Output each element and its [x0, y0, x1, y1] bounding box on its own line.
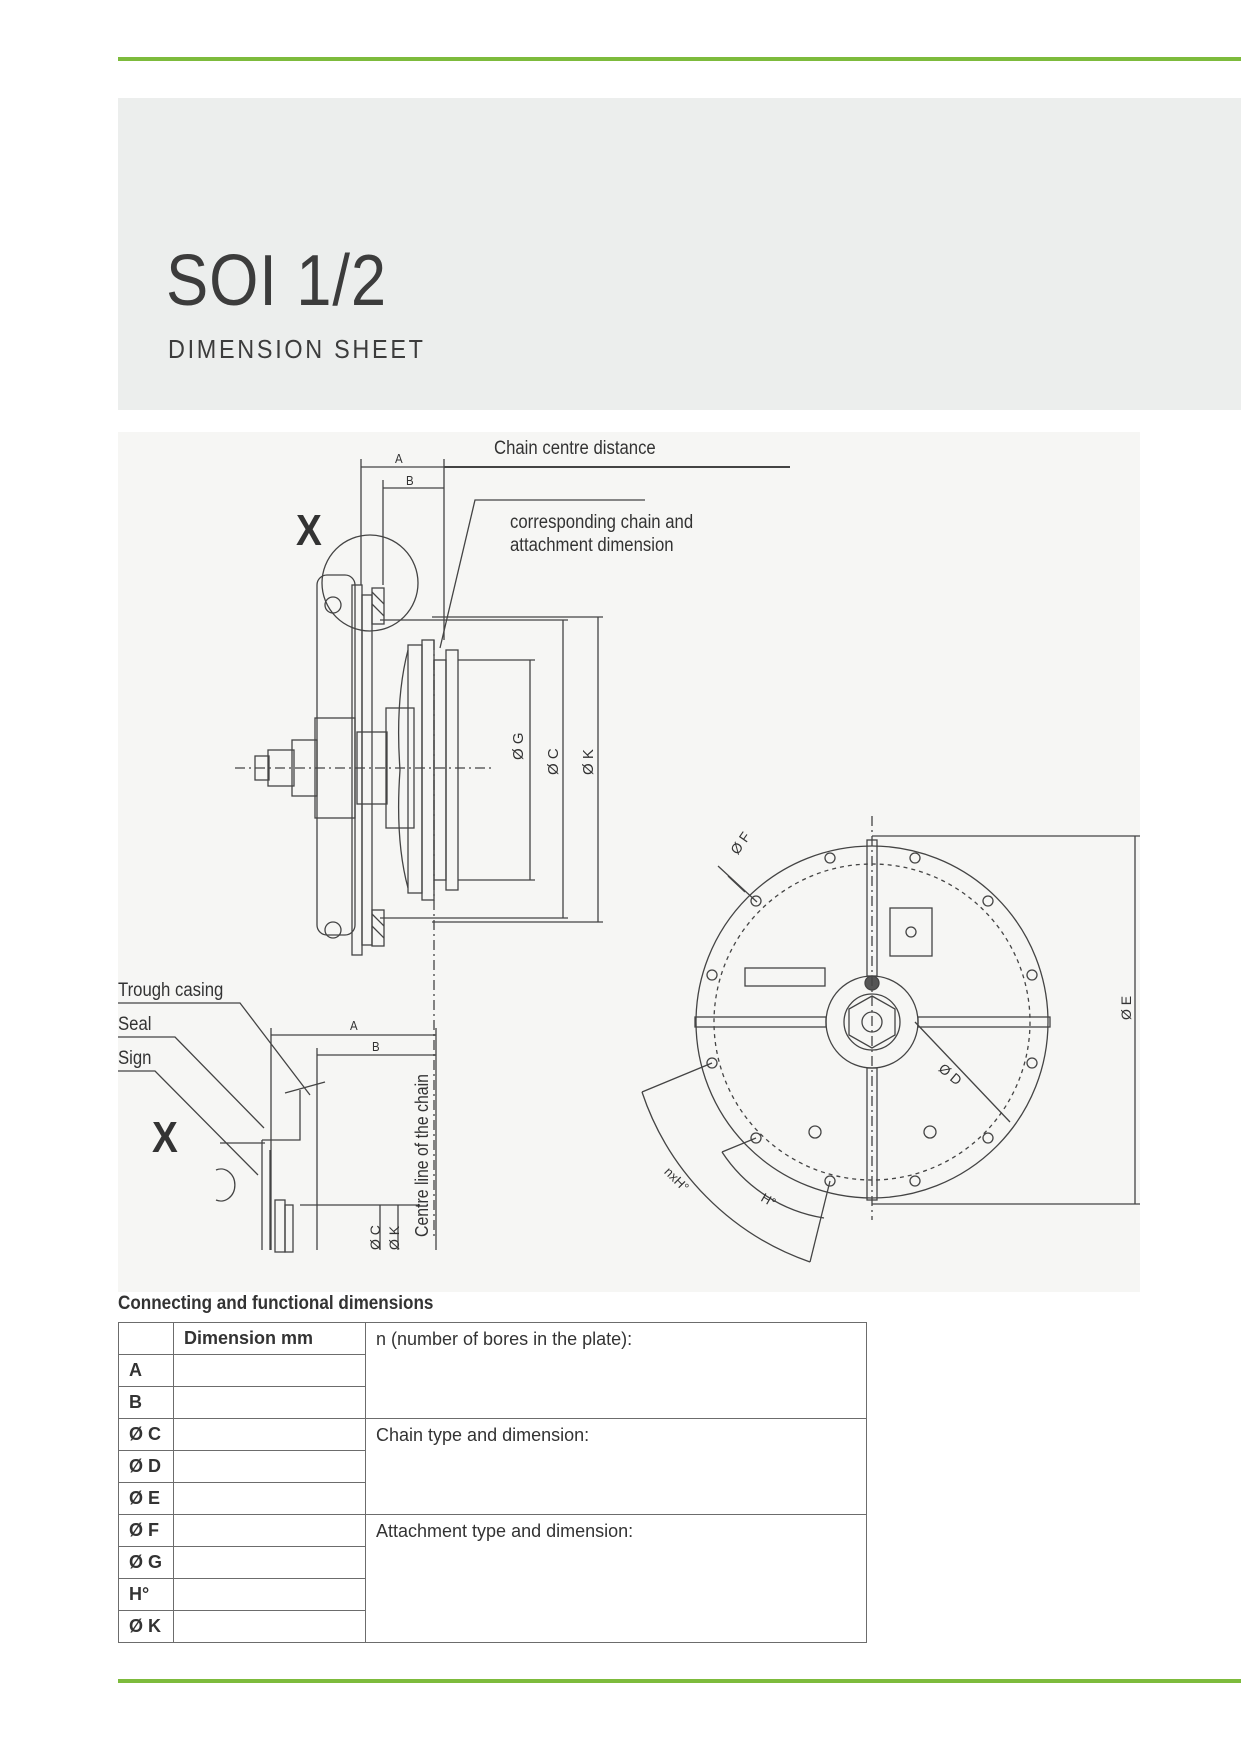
side-view-drawing	[235, 459, 790, 1240]
table-row	[119, 1515, 867, 1547]
row-key: Ø G	[119, 1547, 174, 1579]
row-value-input[interactable]	[174, 1579, 366, 1611]
row-value-input[interactable]	[174, 1547, 366, 1579]
seal-label: Seal	[118, 1014, 152, 1035]
row-value-input[interactable]	[174, 1451, 366, 1483]
dim-h-label: H°	[758, 1190, 779, 1211]
row-key: Ø K	[119, 1611, 174, 1643]
dim-f-label: Ø F	[727, 828, 754, 858]
dim-g-label: Ø G	[510, 732, 527, 760]
notes-bores: n (number of bores in the plate):	[366, 1323, 867, 1419]
row-key: Ø E	[119, 1483, 174, 1515]
row-value-input[interactable]	[174, 1515, 366, 1547]
dim-e-label: Ø E	[1118, 995, 1134, 1020]
corresponding-label-line1: corresponding chain and	[510, 512, 694, 533]
trough-casing-label: Trough casing	[118, 980, 224, 1001]
front-view-drawing	[642, 816, 1140, 1262]
sign-label: Sign	[118, 1048, 152, 1069]
row-key: Ø F	[119, 1515, 174, 1547]
dim-nxh-label: nxH°	[661, 1164, 693, 1195]
notes-attachment: Attachment type and dimension:	[366, 1515, 867, 1643]
table-corner-cell	[119, 1323, 174, 1355]
bottom-green-rule	[118, 1679, 1241, 1683]
row-value-input[interactable]	[174, 1387, 366, 1419]
detail-x-marker-top: X	[296, 506, 322, 555]
dim-c-label: Ø C	[545, 748, 562, 775]
centre-line-label: Centre line of the chain	[412, 1074, 432, 1237]
detail-x-marker-bottom: X	[152, 1113, 178, 1162]
chain-centre-distance-label: Chain centre distance	[494, 438, 656, 459]
row-key: B	[119, 1387, 174, 1419]
dim-a-detail-label: A	[350, 1018, 358, 1033]
page-title: SOI 1/2	[166, 241, 387, 321]
dim-b-detail-label: B	[372, 1039, 380, 1054]
row-key: Ø C	[119, 1419, 174, 1451]
dim-b-top-label: B	[406, 473, 414, 488]
dim-c-detail-label: Ø C	[367, 1225, 383, 1250]
table-header-dimension: Dimension mm	[174, 1323, 366, 1355]
dim-k-label: Ø K	[580, 749, 597, 775]
dimensions-table	[118, 1322, 867, 1643]
table-row	[119, 1323, 867, 1355]
row-key: A	[119, 1355, 174, 1387]
table-title: Connecting and functional dimensions	[118, 1293, 434, 1314]
row-value-input[interactable]	[174, 1611, 366, 1643]
dim-k-detail-label: Ø K	[386, 1225, 402, 1250]
table-row	[119, 1419, 867, 1451]
row-value-input[interactable]	[174, 1419, 366, 1451]
dim-a-top-label: A	[395, 451, 403, 466]
corresponding-label-line2: attachment dimension	[510, 535, 674, 556]
dim-d-label: Ø D	[935, 1060, 966, 1089]
row-key: Ø D	[119, 1451, 174, 1483]
row-key: H°	[119, 1579, 174, 1611]
page-subtitle: DIMENSION SHEET	[168, 334, 426, 364]
row-value-input[interactable]	[174, 1355, 366, 1387]
row-value-input[interactable]	[174, 1483, 366, 1515]
notes-chain: Chain type and dimension:	[366, 1419, 867, 1515]
